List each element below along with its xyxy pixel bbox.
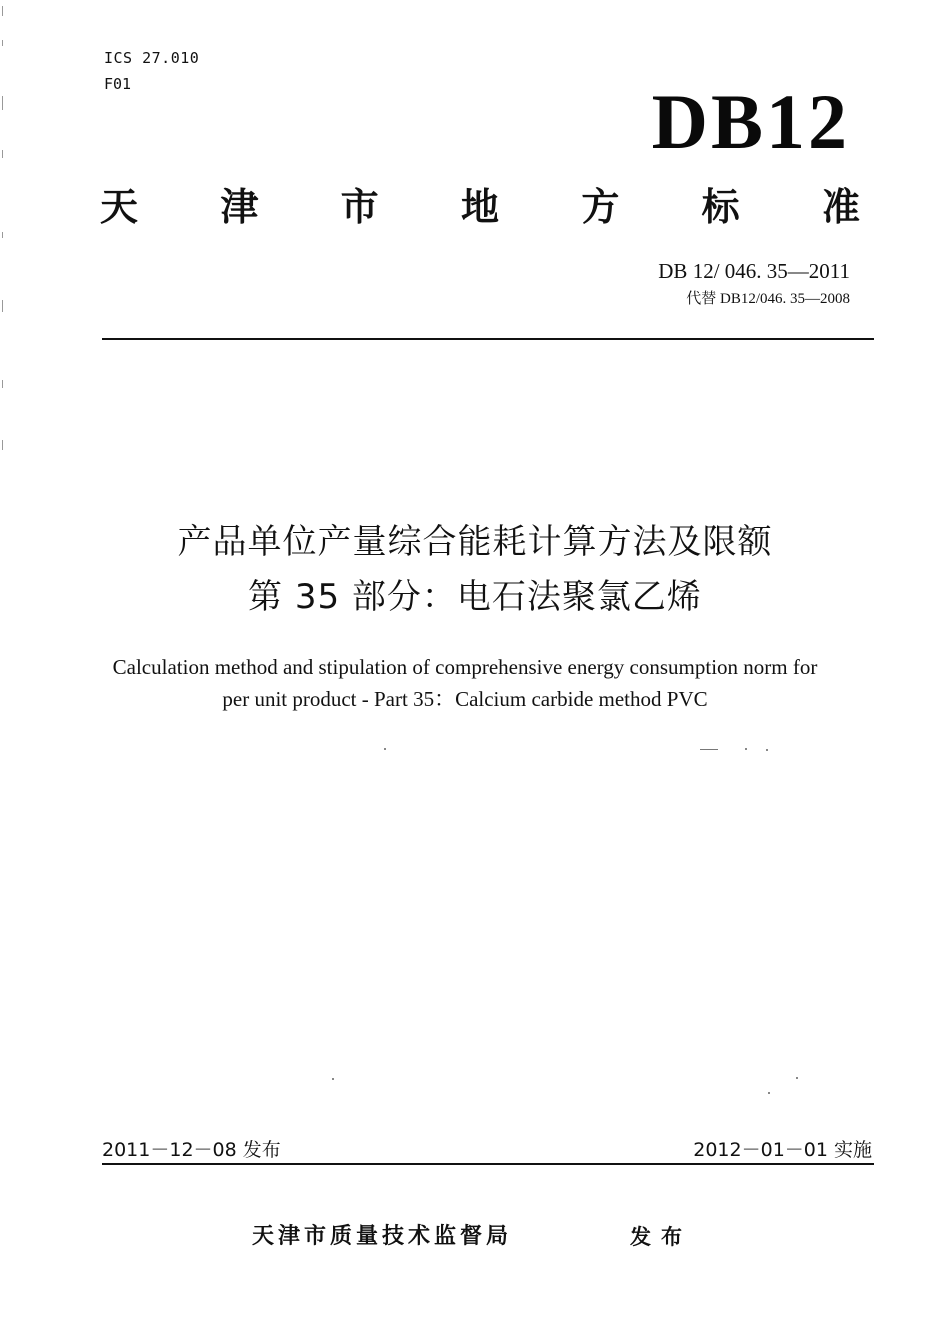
scan-speck [766, 749, 768, 751]
footer-divider [102, 1163, 874, 1165]
replaces-standard: 代替 DB12/046. 35—2008 [686, 291, 850, 307]
issue-action-label: 发布 [630, 1225, 692, 1249]
scan-speck [332, 1078, 334, 1080]
standard-type-char: 市 [340, 185, 379, 229]
standard-type-char: 方 [581, 185, 620, 229]
standard-type-heading [100, 182, 860, 232]
title-chinese-line-1: 产品单位产量综合能耗计算方法及限额 [177, 522, 773, 562]
classification-code: F01 [104, 75, 132, 93]
header-divider [102, 338, 874, 340]
issuing-authority: 天津市质量技术监督局 [252, 1224, 513, 1249]
title-english-line-2: per unit product - Part 35：Calcium carbide method PVC [222, 687, 708, 711]
ics-code: ICS 27.010 [104, 49, 200, 67]
scan-speck [384, 748, 386, 750]
scan-speck [768, 1092, 770, 1094]
effective-date: 2012－01－01 实施 [693, 1139, 872, 1161]
standard-type-char: 地 [460, 185, 499, 229]
standard-type-char: 天 [100, 185, 139, 229]
title-english-line-1: Calculation method and stipulation of comprehensive energy consumption norm for [112, 655, 818, 679]
standard-type-char: 津 [220, 185, 259, 229]
standard-type-char: 标 [701, 185, 740, 229]
standard-type-char: 准 [821, 185, 860, 229]
standard-number: DB 12/ 046. 35—2011 [658, 259, 850, 283]
issue-date: 2011－12－08 发布 [102, 1139, 281, 1161]
scan-speck [745, 748, 747, 750]
db12-logo: DB12 [651, 78, 850, 165]
scan-speck [796, 1077, 798, 1079]
scan-edge-marks [0, 0, 6, 480]
scan-speck [700, 749, 718, 750]
title-chinese-line-2: 第 35 部分：电石法聚氯乙烯 [248, 577, 702, 617]
